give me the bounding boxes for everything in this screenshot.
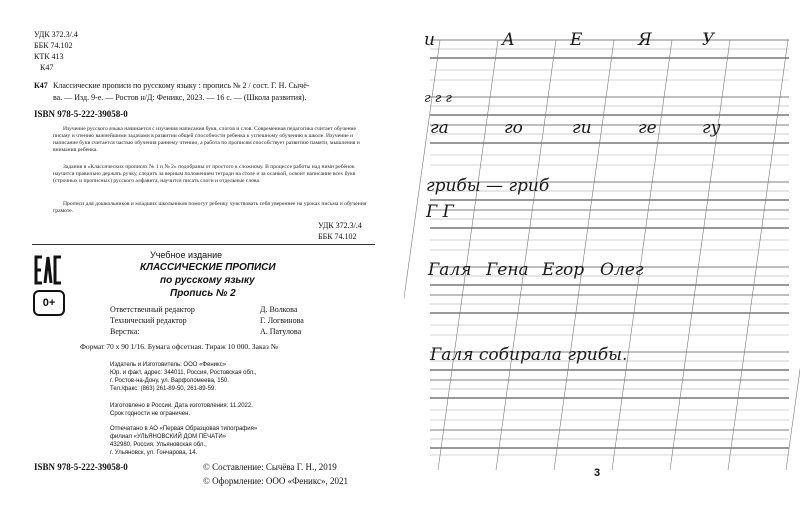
left-page [0, 0, 396, 509]
isbn-top: ISBN 978-5-222-39058-0 [34, 109, 128, 119]
credit-name-1: Д. Волкова [260, 305, 298, 314]
publisher-line-2: Юр. и факт. адрес: 344011, Россия, Ростовская обл., [110, 370, 257, 376]
printer-line-2: филиал «УЛЬЯНОВСКИЙ ДОМ ПЕЧАТИ» [110, 434, 227, 440]
made-in-line-2: Срок годности не ограничен. [110, 411, 191, 417]
handwriting-name-1: Галя [428, 260, 472, 280]
handwriting-name-2: Гена [486, 260, 529, 280]
handwriting-letter-4: Я [638, 30, 652, 50]
isbn-bottom: ISBN 978-5-222-39058-0 [34, 462, 128, 472]
divider-line [32, 244, 375, 245]
publisher-line-4: Тел./факс: (863) 261-89-50, 261-89-59. [110, 386, 216, 392]
credit-role-3: Верстка: [110, 327, 140, 336]
book-subtitle: по русскому языку [160, 275, 255, 286]
age-rating-badge: 0+ [33, 290, 65, 316]
annotation-paragraph-3: Прописи для дошкольников и младших школьников помогут ребенку чувствовать себя увереннее на уроках письма и обучения грамоте. [53, 201, 367, 214]
handwriting-words-gribi: грибы — гриб [426, 176, 550, 196]
credit-name-3: А. Патулова [260, 327, 302, 336]
format-line: Формат 70 x 90 1/16. Бумага офсетная. Тираж 10 000. Заказ № [80, 342, 278, 351]
credit-role-2: Технический редактор [110, 316, 187, 325]
printer-line-1: Отпечатано в АО «Первая Образцовая типография» [110, 426, 258, 432]
ruling-slant-line [612, 40, 672, 470]
handwriting-sentence: Галя собирала грибы. [430, 345, 628, 365]
made-in-line-1: Изготовлено в России. Дата изготовления: 11.2022. [110, 403, 253, 409]
bbk-code: ББК 74.102 [34, 41, 73, 50]
copyright-design: © Оформление: ООО «Феникс», 2021 [203, 476, 348, 486]
handwriting-syllable-5: гу [702, 118, 721, 138]
printer-line-3: 432980, Россия, Ульяновская обл., [110, 442, 207, 448]
right-page [404, 0, 800, 509]
ruling-slant-line [496, 40, 556, 470]
udk-code: УДК 372.3/.4 [34, 30, 78, 39]
handwriting-letter-3: Е [570, 30, 583, 50]
author-mark: К47 [40, 63, 54, 72]
ruling-slant-line [728, 40, 788, 470]
annotation-paragraph-1: Изучение русского языка начинается с изучения написания букв, слогов и слов. Современная педагогика считает обучение письму и чтению важнейшими задачами в развитии общей способности ребенка к успешному обучению в школе. Изучение и написание букв считается частью обучения раннему чтению, а работа по прописям способствует развитию памяти, мышления и внимания ребенка. [53, 126, 360, 153]
annotation-paragraph-2: Задания в «Классических прописях № 1 и № 2» подобраны от простого к сложному. В процессе работы над ними ребёнок научится правильно держать ручку, следить за верным положением тетради на столе и за осанкой, освоит написание всех букв (строчных и прописных) русского алфавита, научится писать слоги и отдельные слова. [53, 164, 356, 184]
ruling-slant-line [786, 40, 800, 470]
bib-mark: К47 [34, 81, 48, 90]
copyright-compilation: © Составление: Сычёва Г. Н., 2019 [203, 462, 337, 472]
edition-type: Учебное издание [150, 250, 223, 260]
printer-line-4: г. Ульяновск, ул. Гончарова, 14. [110, 450, 198, 456]
handwriting-capital-g: Г Г [426, 202, 454, 222]
handwriting-row-2: г г г [424, 91, 452, 106]
bbk-bottom: ББК 74.102 [318, 232, 357, 241]
ruling-slant-line [554, 40, 614, 470]
handwriting-syllable-4: ге [638, 118, 657, 138]
ktk-code: КТК 413 [34, 52, 64, 61]
bib-line-1: Классические прописи по русскому языку : пропись № 2 / сост. Г. Н. Сычё- [53, 81, 310, 90]
page-number: 3 [594, 467, 601, 479]
ruling-slant-line [670, 40, 730, 470]
credit-role-1: Ответственный редактор [110, 305, 195, 314]
handwriting-syllable-2: го [504, 118, 523, 138]
handwriting-name-4: Олег [600, 260, 644, 280]
bib-line-2: ва. — Изд. 9-е. — Ростов н/Д: Феникс, 2023. — 16 с. — (Школа развития). [53, 93, 307, 102]
copybook-ruling [404, 0, 800, 509]
book-title: КЛАССИЧЕСКИЕ ПРОПИСИ [140, 262, 276, 273]
udk-bottom: УДК 372.3/.4 [318, 221, 362, 230]
publisher-line-3: г. Ростов-на-Дону, ул. Варфоломеева, 150. [110, 378, 229, 384]
publisher-line-1: Издатель и Изготовитель: ООО «Феникс» [110, 362, 227, 368]
handwriting-letter-1: и [424, 30, 435, 50]
credit-name-2: Г. Логвинова [260, 316, 304, 325]
eac-mark-icon [34, 254, 62, 286]
handwriting-syllable-3: ги [572, 118, 592, 138]
handwriting-name-3: Егор [542, 260, 585, 280]
book-part: Пропись № 2 [170, 288, 236, 299]
handwriting-letter-2: А [502, 30, 515, 50]
handwriting-letter-5: У [702, 30, 715, 50]
handwriting-syllable-1: га [430, 118, 449, 138]
